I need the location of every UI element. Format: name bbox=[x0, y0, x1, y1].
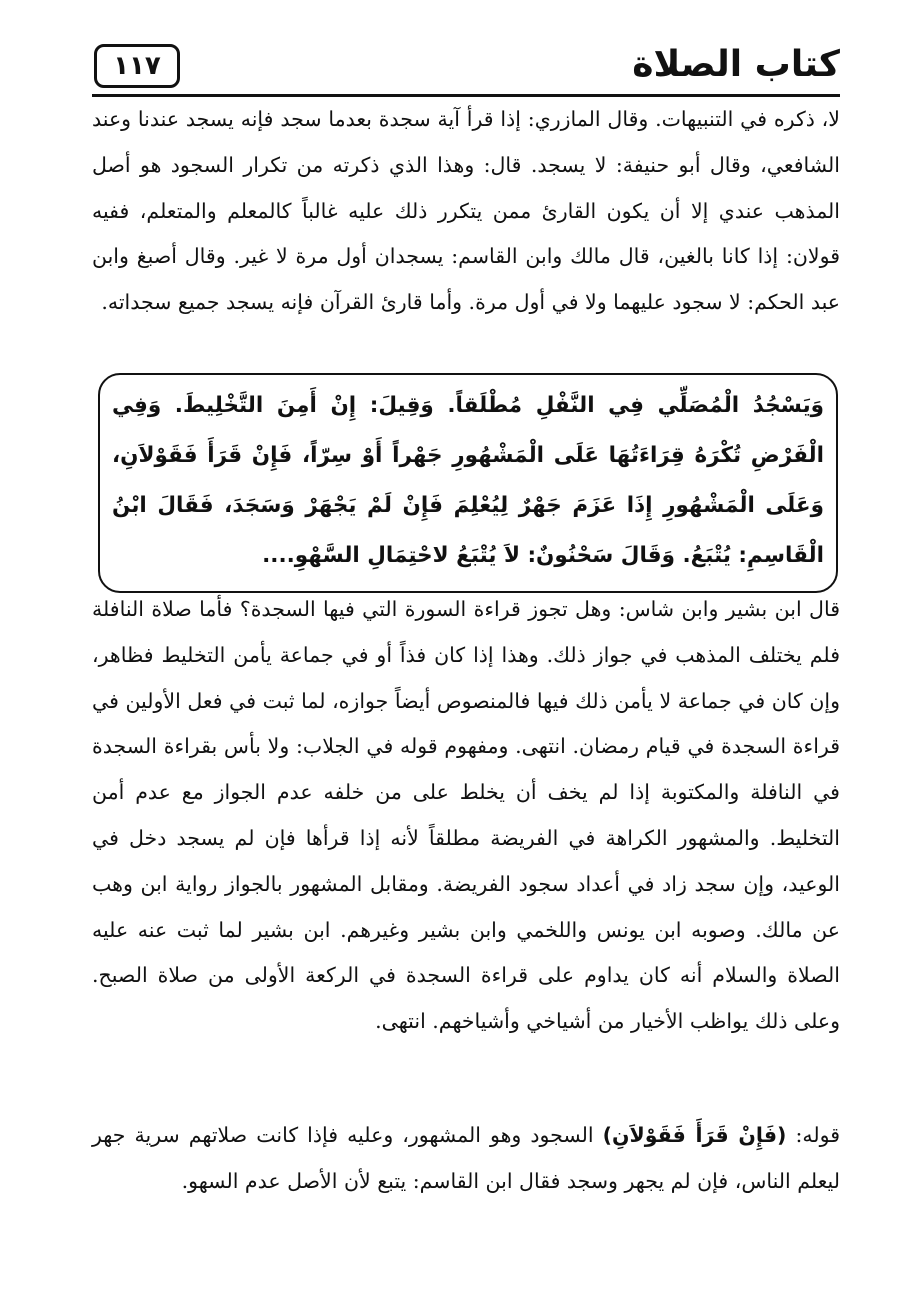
p3-lead: قوله: bbox=[786, 1123, 840, 1147]
commentary-paragraph-2: قال ابن بشير وابن شاس: وهل تجوز قراءة السورة التي فيها السجدة؟ فأما صلاة النافلة فلم يختلف المذهب في جواز ذلك. وهذا إذا كان فذاً أو في جماعة يأمن التخليط فظاهر، وإن كان في جماعة لا يأمن ذلك فيها فالمنصوص أيضاً جوازه، لما ثبت في فعل الأولين في قراءة السجدة في قيام رمضان. انتهى. ومفهوم قوله في الجلاب: ولا بأس بقراءة السجدة في النافلة والمكتوبة إذا لم يخف أن يخلط على من خلفه عدم الجواز مع عدم أمن التخليط. والمشهور الكراهة في الفريضة مطلقاً لأنه إذا قرأها فإن لم يسجد دخل في الوعيد، وإن سجد زاد في أعداد سجود الفريضة. ومقابل المشهور بالجواز رواية ابن وهب عن مالك. وصوبه ابن يونس واللخمي وابن بشير وغيرهم. ابن بشير لما ثبت عنه عليه الصلاة والسلام أنه كان يداوم على قراءة السجدة في الركعة الأولى من صلاة الصبح. وعلى ذلك يواظب الأخيار من أشياخي وأشياخهم. انتهى. bbox=[92, 597, 840, 1034]
page-number: ١١٧ bbox=[94, 44, 180, 88]
matn-box bbox=[98, 373, 838, 593]
commentary-paragraph-3 bbox=[92, 1113, 840, 1205]
page-header bbox=[92, 40, 840, 92]
commentary-paragraph-1: لا، ذكره في التنبيهات. وقال المازري: إذا قرأ آية سجدة بعدما سجد فإنه يسجد عندنا وعند الشافعي، وقال أبو حنيفة: لا يسجد. قال: وهذا الذي ذكرته من تكرار السجود هو أصل المذهب عندي إلا أن يكون القارئ ممن يتكرر ذلك عليه غالباً كالمعلم والمتعلم، ففيه قولان: إذا كانا بالغين، قال مالك وابن القاسم: يسجدان أول مرة لا غير. وقال أصبغ وابن عبد الحكم: لا سجود عليهما ولا في أول مرة. وأما قارئ القرآن فإنه يسجد جميع سجداته. bbox=[92, 107, 840, 315]
matn-text: وَيَسْجُدُ الْمُصَلِّي فِي النَّفْلِ مُطْلَقاً. وَقِيلَ: إِنْ أَمِنَ التَّخْلِيطَ. وَفِي الْفَرْضِ تُكْرَهُ قِرَاءَتُهَا عَلَى الْمَشْهُورِ جَهْراً أَوْ سِرّاً، فَإِنْ قَرَأَ فَقَوْلاَنِ، وَعَلَى الْمَشْهُورِ إِذَا عَزَمَ جَهْرٌ لِيُعْلِمَ فَإِنْ لَمْ يَجْهَرْ وَسَجَدَ، فَقَالَ ابْنُ الْقَاسِمِ: يُتْبَعُ. وَقَالَ سَحْنُونٌ: لاَ يُتْبَعُ لاحْتِمَالِ السَّهْوِ.... bbox=[112, 393, 824, 568]
p3-quoted-matn: (فَإِنْ قَرَأَ فَقَوْلاَنِ) bbox=[602, 1123, 787, 1147]
p3-rest: السجود وهو المشهور، وعليه فإذا كانت صلاتهم سرية جهر ليعلم الناس، فإن لم يجهر وسجد فقال ابن القاسم: يتبع لأن الأصل عدم السهو. bbox=[92, 1123, 840, 1193]
book-title: كتاب الصلاة bbox=[632, 44, 840, 85]
